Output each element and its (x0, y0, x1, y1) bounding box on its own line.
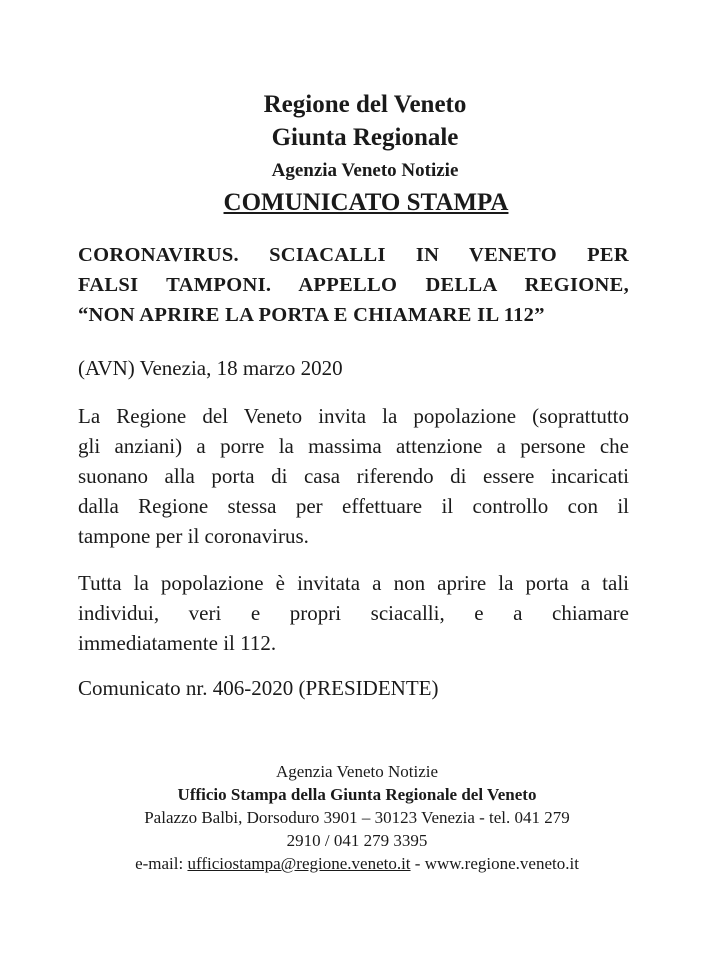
email-link[interactable]: ufficiostampa@regione.veneto.it (187, 854, 411, 873)
agency-subtitle: Agenzia Veneto Notizie (271, 160, 459, 181)
footer-agency: Agenzia Veneto Notizie (275, 762, 439, 781)
headline-line: “NON APRIRE LA PORTA E CHIAMARE IL 112” (78, 304, 545, 326)
paragraph-line: dalla Regione stessa per effettuare il controllo con il (78, 494, 629, 518)
footer-office: Ufficio Stampa della Giunta Regionale del Veneto (177, 785, 537, 804)
email-prefix: e-mail: (135, 854, 188, 873)
paragraph-line: gli anziani) a porre la massima attenzione a persone che (78, 434, 629, 458)
communique-number: Comunicato nr. 406-2020 (PRESIDENTE) (78, 676, 439, 700)
footer-address-line-2: 2910 / 041 279 3395 (286, 831, 428, 850)
dateline: (AVN) Venezia, 18 marzo 2020 (78, 356, 343, 380)
press-release-heading: COMUNICATO STAMPA (223, 189, 509, 216)
giunta-title: Giunta Regionale (271, 124, 459, 151)
headline-line: CORONAVIRUS. SCIACALLI IN VENETO PER (78, 244, 629, 266)
website-text: - www.regione.veneto.it (410, 854, 579, 873)
paragraph-line: immediatamente il 112. (78, 631, 277, 655)
paragraph-line: individui, veri e propri sciacalli, e a chiamare (78, 601, 629, 625)
footer (60, 760, 654, 875)
headline-line: FALSI TAMPONI. APPELLO DELLA REGIONE, (78, 274, 629, 296)
body-paragraph-2 (78, 568, 629, 658)
paragraph-line: La Regione del Veneto invita la popolazione (soprattutto (78, 404, 629, 428)
footer-address-line-1: Palazzo Balbi, Dorsoduro 3901 – 30123 Venezia - tel. 041 279 (144, 808, 570, 827)
region-title: Regione del Veneto (263, 91, 467, 118)
paragraph-line: suonano alla porta di casa riferendo di essere incaricati (78, 464, 629, 488)
headline (78, 240, 629, 330)
paragraph-line: Tutta la popolazione è invitata a non aprire la porta a tali (78, 571, 629, 595)
footer-contact-line (60, 852, 654, 875)
body-paragraph-1 (78, 401, 629, 551)
paragraph-line: tampone per il coronavirus. (78, 524, 309, 548)
